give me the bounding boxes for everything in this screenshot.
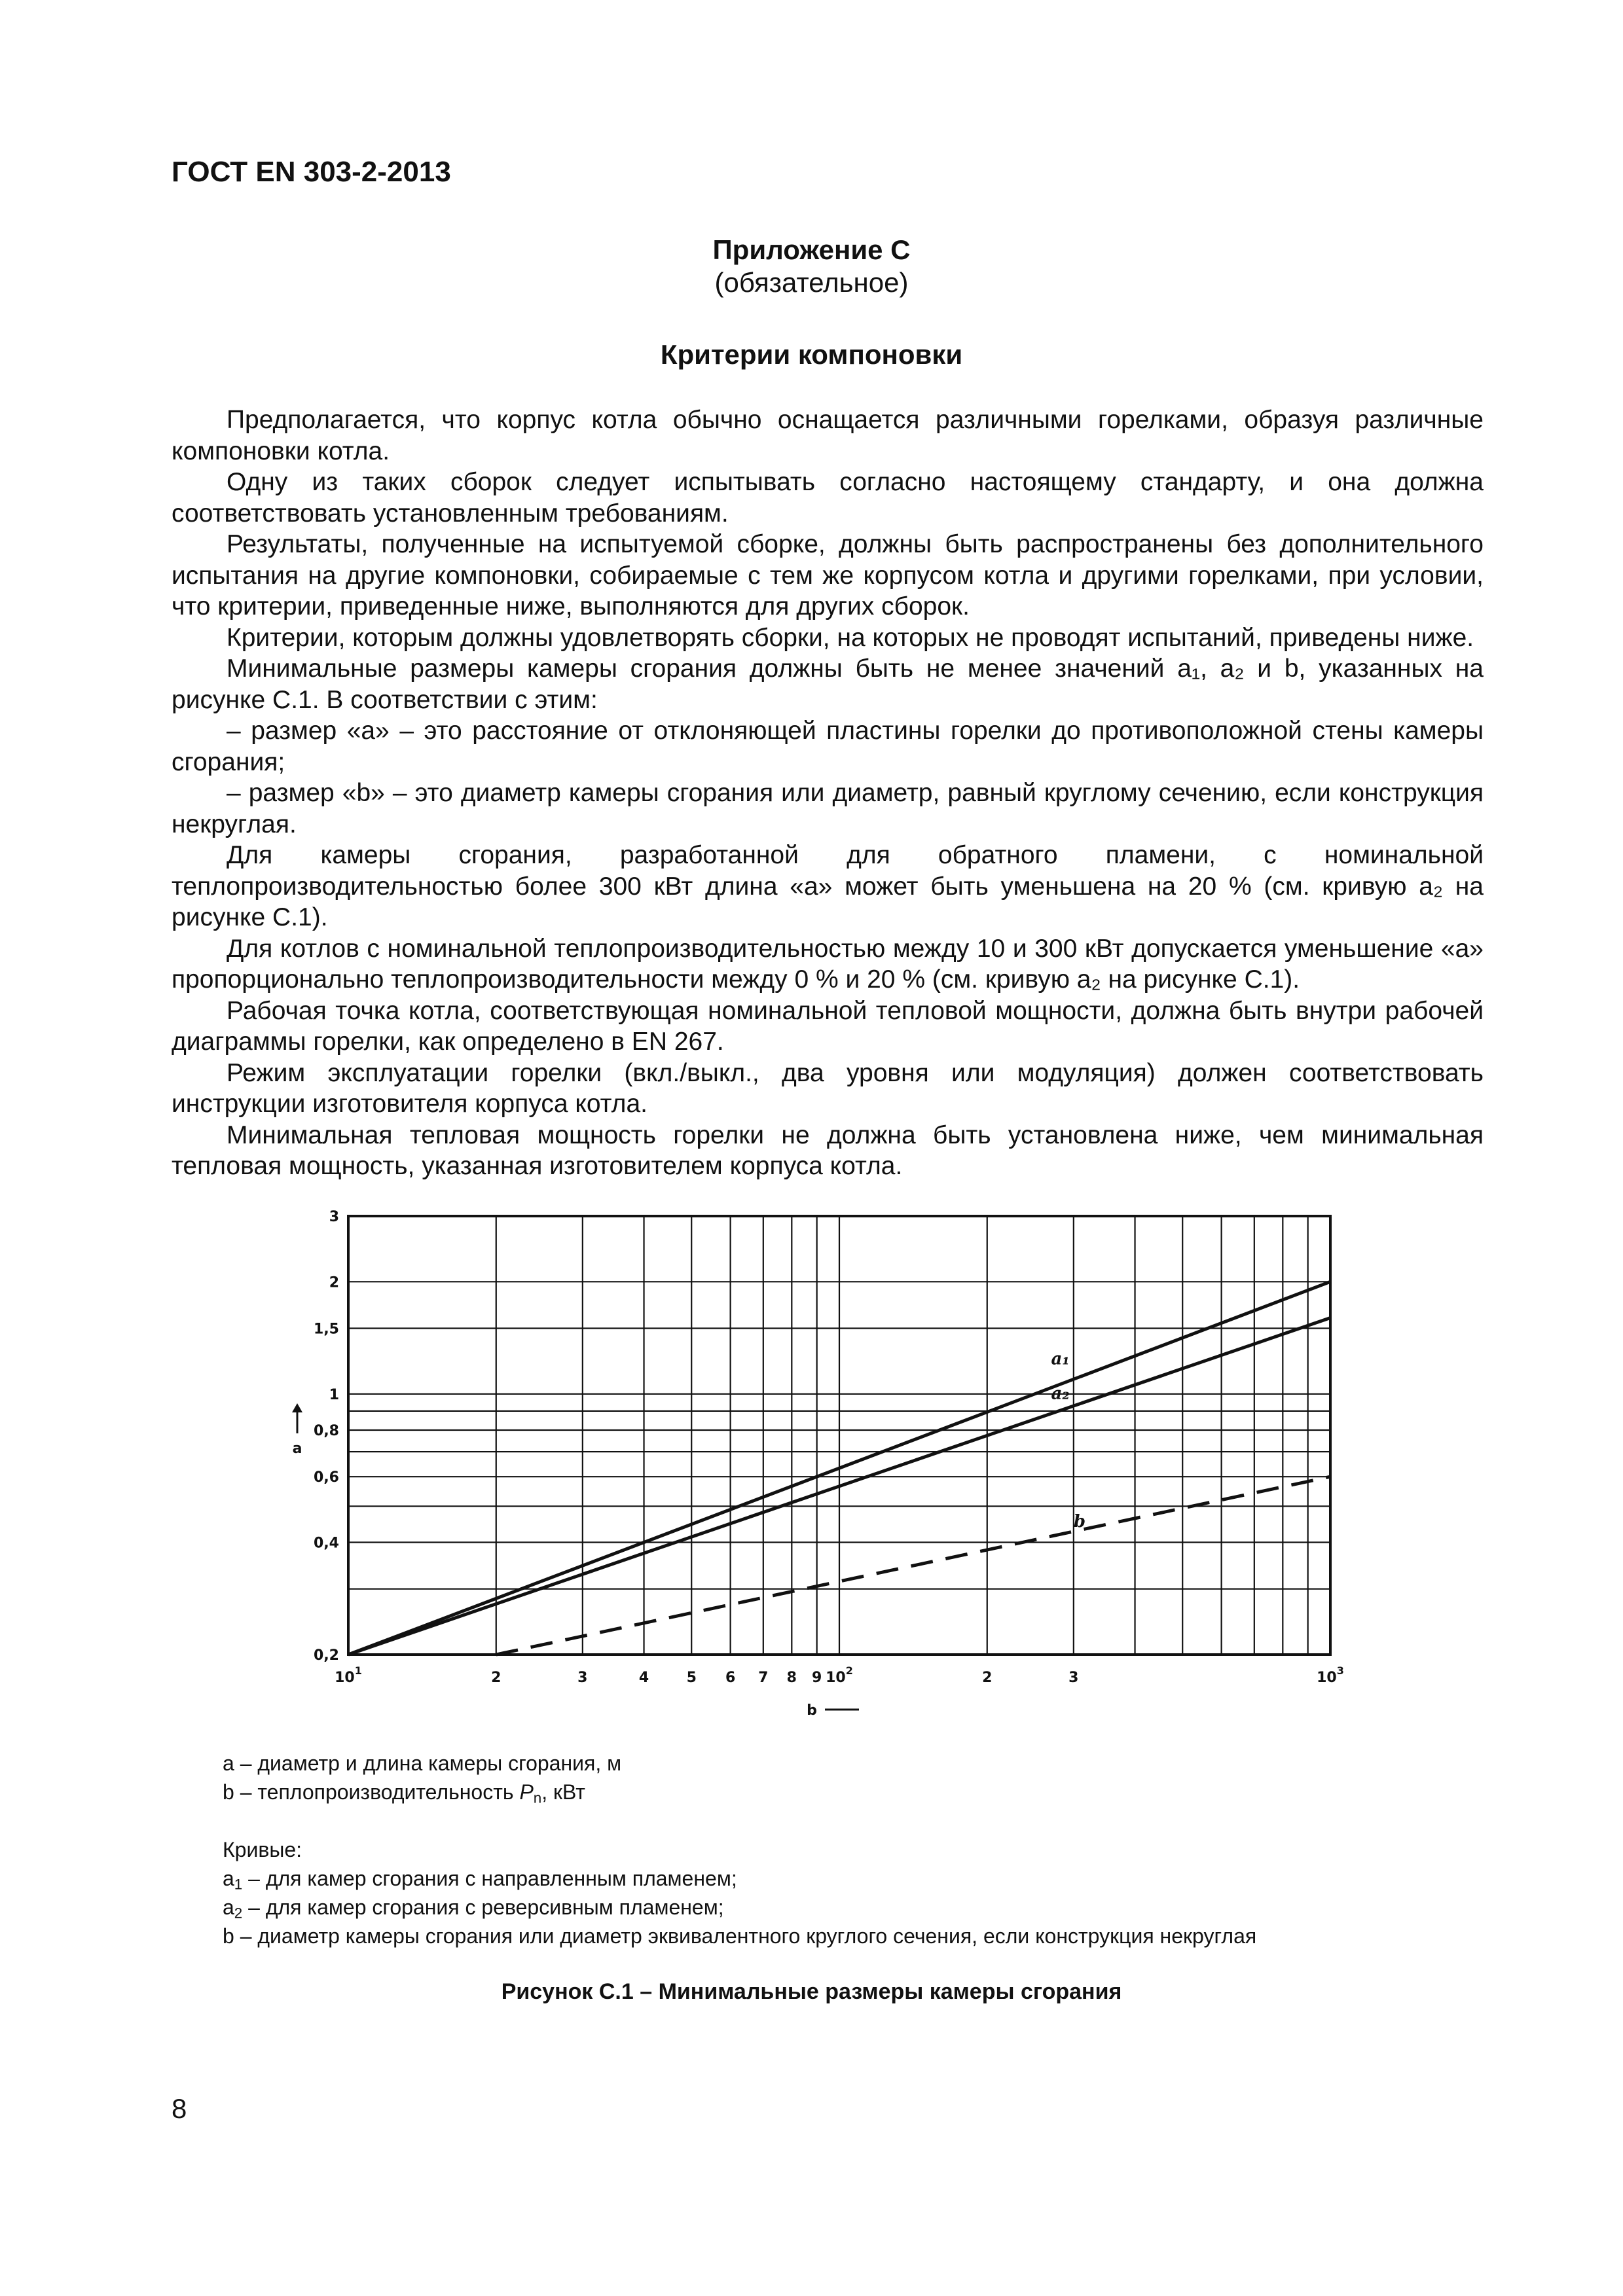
legend-curve-a1: $a_1$ – для камер сгорания с направленным пламенем;: [223, 1867, 737, 1893]
curve-label: b: [1073, 1511, 1086, 1532]
curve-b: [496, 1477, 1330, 1655]
y-tick-label: 2: [329, 1274, 339, 1291]
paragraph: – размер «b» – это диаметр камеры сгорания или диаметр, равный круглому сечению, если конструкция некруглая.: [172, 779, 1484, 838]
y-tick-label: 0,8: [314, 1423, 339, 1440]
paragraph: Рабочая точка котла, соответствующая номинальной тепловой мощности, должна быть внутри рабочей диаграммы горелки, как определено в EN 267.: [172, 996, 1484, 1056]
paragraph: Минимальные размеры камеры сгорания должны быть не менее значений a₁, a₂ и b, указанных на рисунке С.1. В соответствии с этим:: [172, 655, 1484, 714]
figure-caption: Рисунок С.1 – Минимальные размеры камеры сгорания: [501, 1979, 1122, 2004]
y-tick-label: 0,4: [314, 1535, 339, 1552]
x-tick-label: 2: [491, 1670, 501, 1686]
x-tick-label: 5: [686, 1670, 697, 1686]
document-code: ГОСТ EN 303-2-2013: [172, 156, 451, 188]
x-tick-label: 4: [638, 1670, 649, 1686]
paragraph: Для котлов с номинальной теплопроизводительностью между 10 и 300 кВт допускается уменьшение «а» пропорционально теплопроизводительности между 0 % и 20 % (см. кривую a₂ на рисунке С.1).: [172, 934, 1484, 994]
section-title: Критерии компоновки: [660, 339, 963, 370]
y-tick-label: 1,5: [314, 1321, 339, 1338]
x-tick-label: 3: [1068, 1670, 1079, 1686]
curve-label: a₁: [1051, 1349, 1070, 1369]
x-tick-label: 6: [725, 1670, 736, 1686]
x-tick-label: $10^1$: [335, 1664, 362, 1686]
y-axis-label: a: [292, 1441, 302, 1457]
paragraph: Режим эксплуатации горелки (вкл./выкл., два уровня или модуляция) должен соответствовать инструкции изготовителя корпуса котла.: [172, 1058, 1484, 1118]
paragraph: Одну из таких сборок следует испытывать согласно настоящему стандарту, и она должна соответствовать установленным требованиям.: [172, 468, 1484, 528]
appendix-title: Приложение С: [712, 234, 911, 265]
x-tick-label: $10^2$: [826, 1664, 853, 1686]
x-tick-label: 3: [577, 1670, 588, 1686]
x-tick-label: 8: [786, 1670, 797, 1686]
figure-c1-chart: [288, 1204, 1401, 1728]
paragraph: Минимальная тепловая мощность горелки не должна быть установлена ниже, чем минимальная тепловая мощность, указанная изготовителем корпуса котла.: [172, 1121, 1484, 1180]
x-tick-label: 9: [812, 1670, 822, 1686]
y-tick-label: 0,2: [314, 1647, 339, 1664]
body-text: [172, 404, 1484, 1182]
y-tick-label: 0,6: [314, 1469, 339, 1486]
x-tick-label: 2: [982, 1670, 993, 1686]
legend-axis-a: a – диаметр и длина камеры сгорания, м: [223, 1751, 622, 1775]
page-number: 8: [172, 2093, 187, 2124]
y-axis-arrowhead: [292, 1403, 302, 1412]
paragraph: – размер «а» – это расстояние от отклоняющей пластины горелки до противоположной стены камеры сгорания;: [172, 717, 1484, 776]
legend-axis-b: b – теплопроизводительность $P_n$, кВт: [223, 1780, 585, 1806]
x-axis-label: b: [807, 1702, 817, 1719]
paragraph: Результаты, полученные на испытуемой сборке, должны быть распространены без дополнительного испытания на другие компоновки, собираемые с тем же корпусом котла и другими горелками, при условии, что критерии, приведенные ниже, выполняются для других сборок.: [172, 530, 1484, 620]
figure-legend: [223, 1749, 1256, 1950]
chart-axis-labels: [292, 1403, 859, 1719]
legend-curve-b: b – диаметр камеры сгорания или диаметр эквивалентного круглого сечения, если конструкция некруглая: [223, 1924, 1257, 1948]
curve-label: a₂: [1051, 1384, 1070, 1404]
legend-curves-heading: Кривые:: [223, 1838, 302, 1861]
paragraph: Для камеры сгорания, разработанной для обратного пламени, с номинальной теплопроизводительностью более 300 кВт длина «а» может быть уменьшена на 20 % (см. кривую a₂ на рисунке С.1).: [172, 841, 1484, 931]
chart-grid: [348, 1216, 1330, 1655]
x-tick-label: $10^3$: [1317, 1664, 1344, 1686]
paragraph: Критерии, которым должны удовлетворять сборки, на которых не проводят испытаний, приведены ниже.: [227, 623, 1474, 652]
y-tick-label: 3: [329, 1209, 339, 1225]
x-tick-label: 7: [758, 1670, 769, 1686]
legend-curve-a2: $a_2$ – для камер сгорания с реверсивным пламенем;: [223, 1895, 724, 1922]
paragraph: Предполагается, что корпус котла обычно оснащается различными горелками, образуя различные компоновки котла.: [172, 406, 1484, 465]
y-tick-label: 1: [329, 1386, 339, 1403]
appendix-subtitle: (обязательное): [714, 267, 909, 298]
